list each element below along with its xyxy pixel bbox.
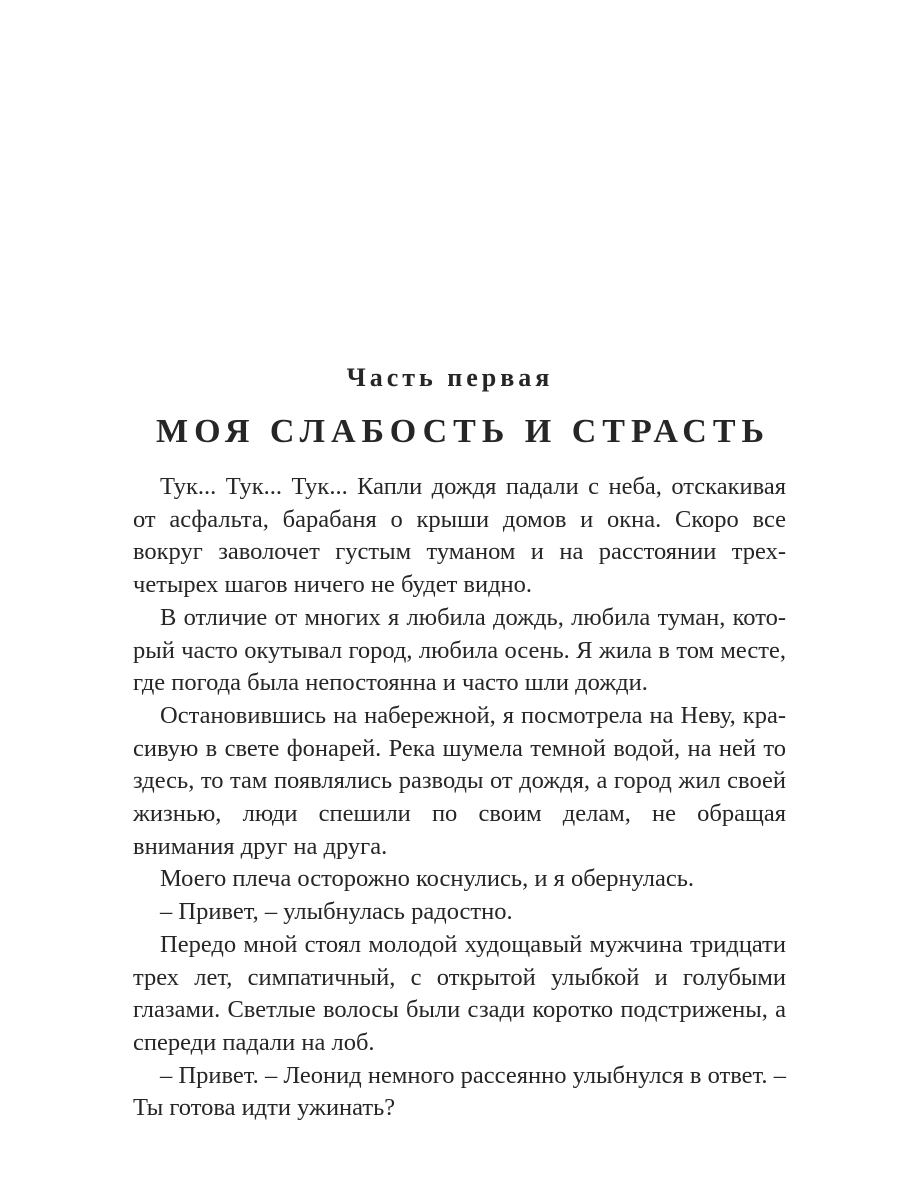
body-text <box>133 471 786 1125</box>
paragraph: Передо мной стоял молодой худощавый мужчина тридцати трех лет, симпатичный, с открытой улыбкой и голубыми глазами. Светлые волосы были сзади коротко подстрижены, а спереди падали на лоб. <box>133 930 786 1056</box>
paragraph: Тук... Тук... Тук... Капли дождя падали с неба, отскакивая от асфальта, барабаня о крыши домов и окна. Скоро все вокруг заволочет густым туманом и на расстоянии трех-четырех шагов ничего не будет видно. <box>133 473 786 599</box>
paragraph: В отличие от многих я любила дождь, любила туман, который часто окутывал город, любила осень. Я жила в том месте, где погода была непостоянна и часто шли дожди. <box>133 603 786 697</box>
part-label: Часть первая <box>346 363 554 392</box>
paragraph: Моего плеча осторожно коснулись, и я обернулась. <box>160 865 695 893</box>
paragraph: Остановившись на набережной, я посмотрела на Неву, красивую в свете фонарей. Река шумела темной водой, на ней то здесь, то там появлялись разводы от дождя, а город жил своей жизнью, люди спешили по своим делам, не обращая внимания друг на друга. <box>133 701 786 860</box>
paragraph: – Привет. – Леонид немного рассеянно улыбнулся в ответ. – Ты готова идти ужинать? <box>133 1061 786 1122</box>
paragraph: – Привет, – улыбнулась радостно. <box>160 898 513 926</box>
chapter-title: МОЯ СЛАБОСТЬ И СТРАСТЬ <box>156 413 770 450</box>
